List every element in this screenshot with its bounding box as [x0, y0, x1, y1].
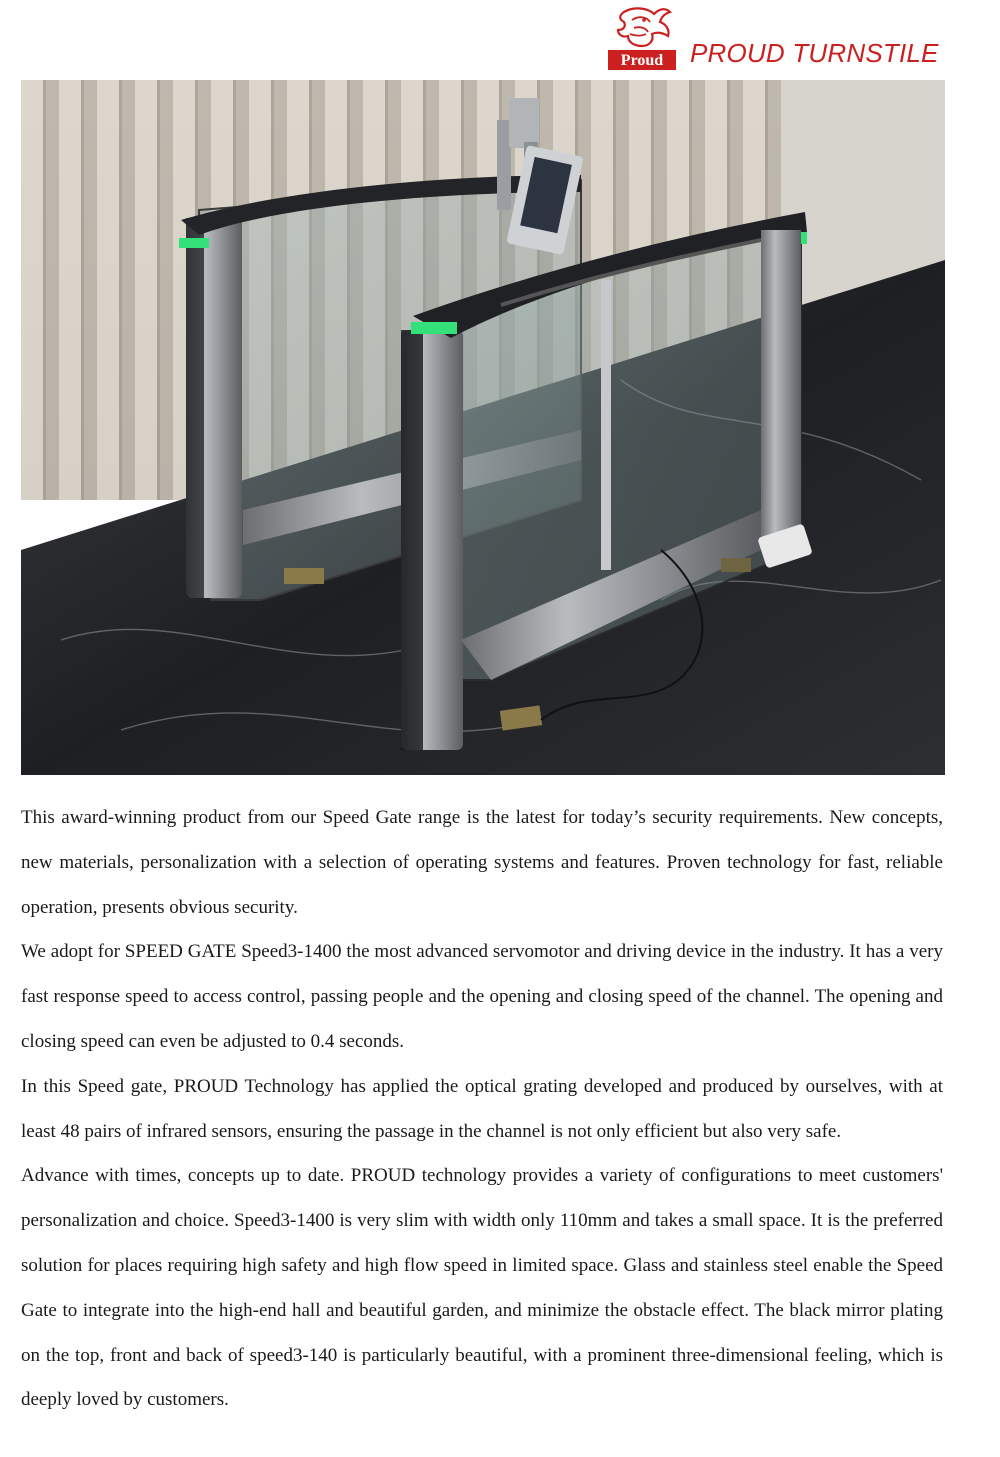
- description: [21, 796, 943, 1423]
- page-header: [0, 0, 1000, 80]
- proud-logo: [604, 4, 680, 74]
- paragraph-configurations: Advance with times, concepts up to date. PROUD technology provides a variety of configurations to meet customers' personalization and choice. Speed3-1400 is very slim with width only 110mm and takes a small space. It is the preferred solution for places requiring high safety and high flow speed in limited space. Glass and stainless steel enable the Speed Gate to integrate into the high-end hall and beautiful garden, and minimize the obstacle effect. The black mirror plating on the top, front and back of speed3-140 is particularly beautiful, with a prominent three-dimensional feeling, which is deeply loved by customers.: [21, 1165, 943, 1411]
- paragraph-servomotor: We adopt for SPEED GATE Speed3-1400 the most advanced servomotor and driving device in the industry. It has a very fast response speed to access control, passing people and the opening and closing speed of the channel. The opening and closing speed can even be adjusted to 0.4 seconds.: [21, 941, 943, 1052]
- paragraph-intro: This award-winning product from our Speed Gate range is the latest for today’s security requirements. New concepts, new materials, personalization with a selection of operating systems and features. Proven technology for fast, reliable operation, presents obvious security.: [21, 807, 943, 918]
- paragraph-optical-grating: In this Speed gate, PROUD Technology has applied the optical grating developed and produced by ourselves, with at least 48 pairs of infrared sensors, ensuring the passage in the channel is not only efficient but also very safe.: [21, 1075, 943, 1142]
- logo-text: Proud: [620, 52, 664, 69]
- speed-gate-photo: [21, 80, 945, 775]
- brand-name: PROUD TURNSTILE: [690, 38, 939, 68]
